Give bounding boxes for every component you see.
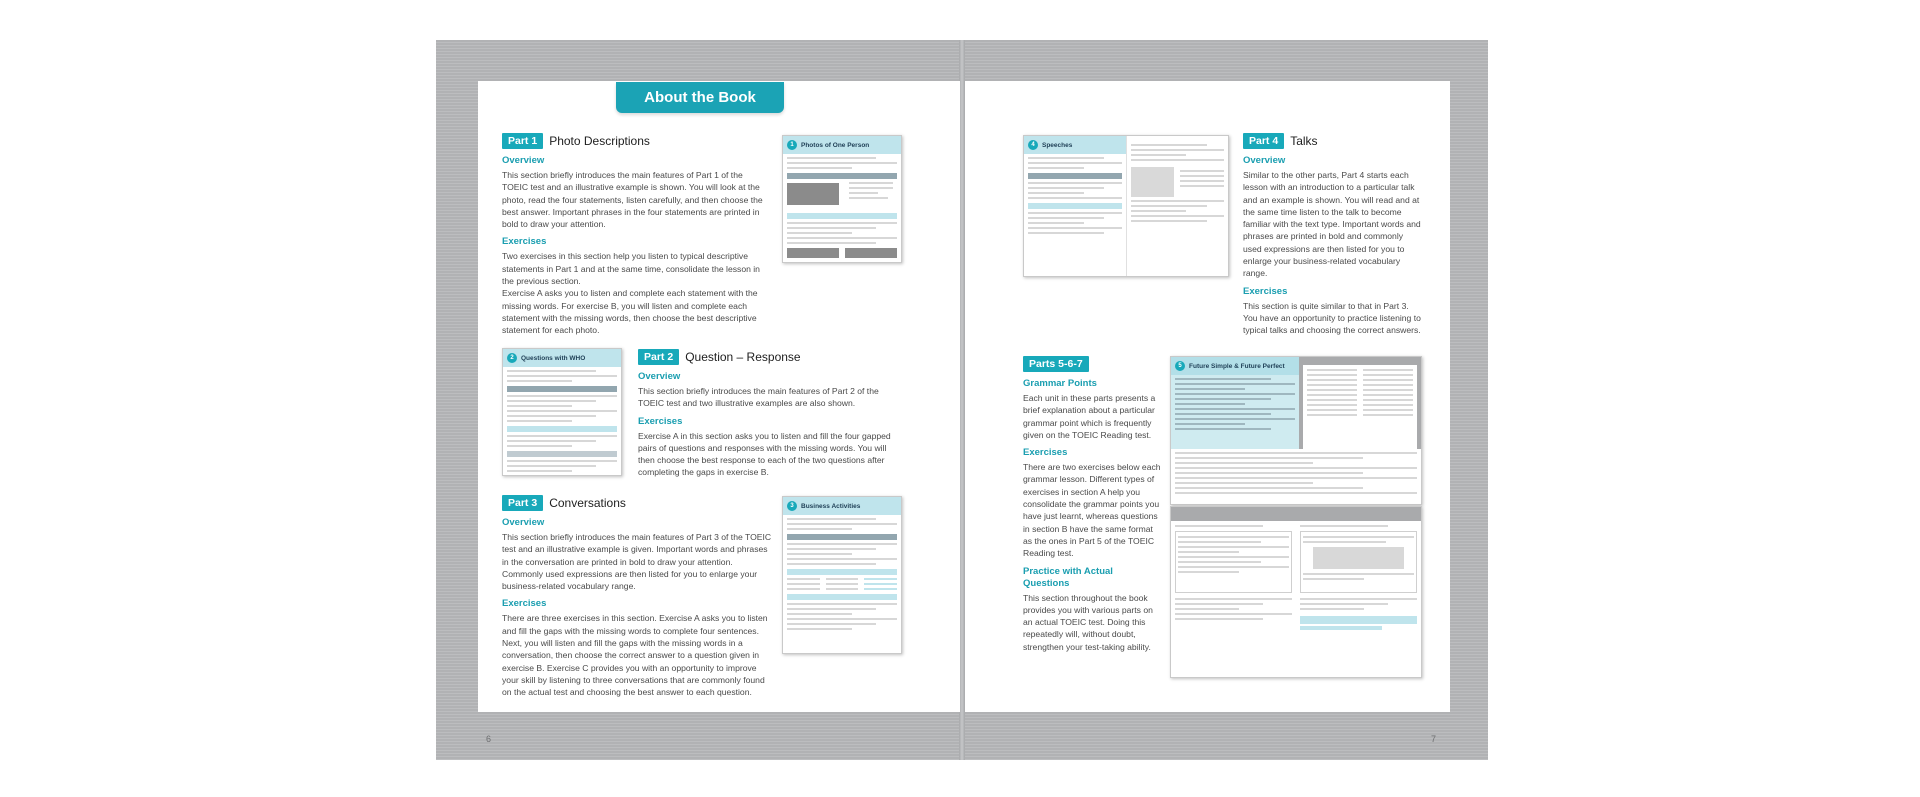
parts567-practice-heading: Practice with Actual Questions [1023,565,1113,589]
part4-exercises-text: This section is quite similar to that in Part 3. You have an opportunity to practice listening to typical talks and choosing the correct answers. [1243,300,1421,336]
part2-section [638,349,903,479]
parts567-thumbnail-grammar [1170,356,1422,505]
parts567-practice-text: This section throughout the book provides you with various parts on an actual TOEIC test. Doing this repeatedly will, without doubt, strengthen your test-taking ability. [1023,592,1153,652]
parts567-section [1023,356,1161,653]
page-number-left: 6 [486,734,492,744]
part1-overview-heading: Overview [502,155,545,166]
part4-badge: Part 4 [1243,133,1284,149]
part3-section [502,495,774,699]
part2-thumb-label: Questions with WHO [521,354,586,362]
part1-thumbnail [782,135,902,263]
part2-overview-text: This section briefly introduces the main features of Part 2 of the TOEIC test and two illustrative examples are also shown. [638,386,879,409]
part3-exercises-text: There are three exercises in this section. Exercise A asks you to listen and fill the gaps with the missing words to complete four sentences. Next, you will listen and fill the gaps with the missing words in a conversation, then choose the correct answer to a question given in exercise B. Exercise C provides you with an opportunity to improve your skill by listening to three conversations that are commonly found on the actual test and choosing the best answer to each question. [502,613,768,698]
part3-exercises-heading: Exercises [502,598,547,610]
parts567-thumb-label: Future Simple & Future Perfect [1189,362,1285,370]
parts567-badge: Parts 5-6-7 [1023,356,1089,372]
part1-exercises-text-1: Two exercises in this section help you listen to typical descriptive statements in Part 1 and at the same time, consolidate the lesson in the previous section. [502,251,760,287]
part4-title: Talks [1290,134,1318,148]
parts567-exercises-heading: Exercises [1023,447,1068,459]
part3-thumbnail [782,496,902,654]
part2-title: Question – Response [685,350,801,364]
part1-title: Photo Descriptions [549,134,650,148]
part3-badge: Part 3 [502,495,543,511]
about-the-book-title: About the Book [616,82,784,113]
page-number-right: 7 [1431,734,1437,744]
part1-thumb-number: 1 [787,140,797,150]
parts567-exercises-text: There are two exercises below each grammar lesson. Different types of exercises in section A help you consolidate the grammar points you have just learnt, whereas questions in section B have the same format as the ones in Part 5 of the TOEIC Reading test. [1023,462,1161,559]
part4-section [1243,133,1423,337]
part3-overview-text: This section briefly introduces the main features of Part 3 of the TOEIC test and an illustrative example is given. Important words and phrases in the conversation are printed in bold to draw your attention. Commonly used expressions are then listed for you to enlarge your business-related vocabulary range. [502,532,772,592]
part2-thumbnail [502,348,622,476]
part1-thumb-label: Photos of One Person [801,141,870,149]
part3-overview-heading: Overview [502,517,545,528]
parts567-thumbnail-practice [1170,506,1422,678]
part2-exercises-heading: Exercises [638,415,683,427]
part3-thumb-label: Business Activities [801,502,861,510]
part1-badge: Part 1 [502,133,543,149]
part1-section [502,133,770,337]
part4-thumb-label: Speeches [1042,141,1073,149]
part4-overview-heading: Overview [1243,155,1286,166]
part1-exercises-text-2: Exercise A asks you to listen and complete each statement with the missing words. For exercise B, you will listen and complete each statement with the missing words, then choose the best descriptive statement for each photo. [502,288,758,336]
part1-thumb-photo [787,183,839,205]
part2-badge: Part 2 [638,349,679,365]
part1-overview-text: This section briefly introduces the main features of Part 1 of the TOEIC test and an illustrative example is shown. You will look at the photo, read the four statements, listen carefully, and then choose the best answer. Important phrases in the four statements are printed in bold to draw your attention. [502,170,763,230]
parts567-thumb-number: 5 [1175,361,1185,371]
part4-overview-text: Similar to the other parts, Part 4 starts each lesson with an introduction to a particular talk and an example is shown. You will read and at the same time listen to the talk to become familiar with the text type. Important words and phrases are printed in bold and commonly used expressions are then listed for you to enlarge your business-related vocabulary range. [1243,170,1421,279]
part3-thumb-number: 3 [787,501,797,511]
parts567-grammar-text: Each unit in these parts presents a brief explanation about a particular grammar point which is frequently given on the TOEIC Reading test. [1023,393,1156,440]
part2-thumb-number: 2 [507,353,517,363]
part4-exercises-heading: Exercises [1243,285,1288,297]
part4-thumbnail [1023,135,1229,277]
part2-exercises-text: Exercise A in this section asks you to listen and fill the four gapped pairs of questions and responses with the missing words. You will then choose the best response to each of the two questions after completing the gaps in exercise B. [638,430,891,478]
part1-exercises-heading: Exercises [502,236,547,248]
part2-overview-heading: Overview [638,371,681,382]
parts567-grammar-heading: Grammar Points [1023,378,1097,389]
part4-thumb-number: 4 [1028,140,1038,150]
part3-title: Conversations [549,496,626,510]
